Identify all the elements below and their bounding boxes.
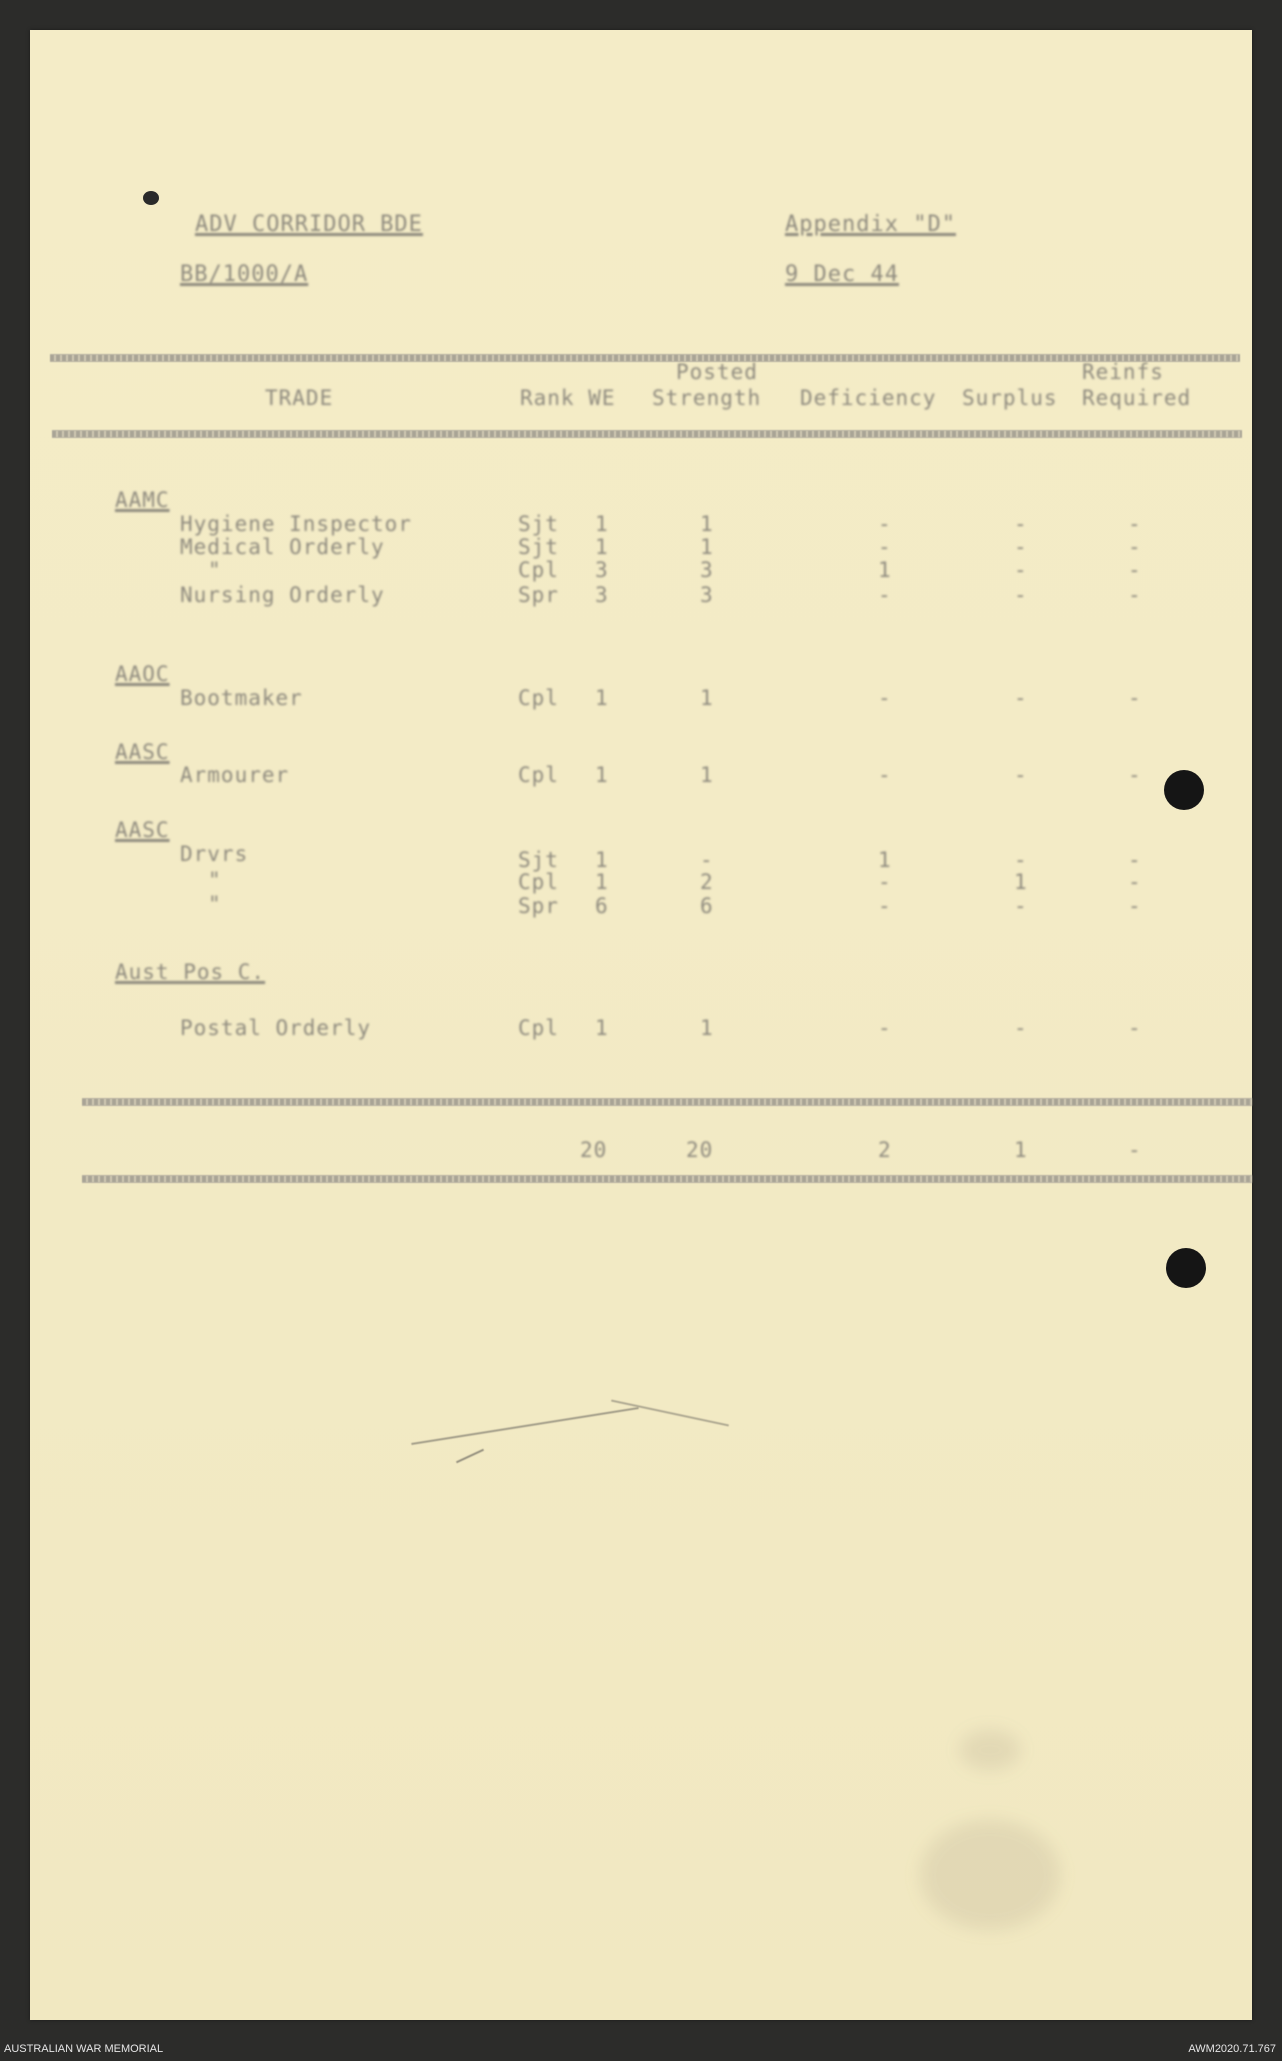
reference-line: BB/1000/A xyxy=(180,262,309,287)
col-trade: TRADE xyxy=(265,386,334,410)
col-reinfs-2: Required xyxy=(1082,386,1192,410)
ink-blot xyxy=(143,191,159,205)
col-reinfs-1: Reinfs xyxy=(1082,360,1164,384)
appendix-line: Appendix "D" xyxy=(785,212,956,237)
group-label: AASC xyxy=(115,740,170,764)
document-page: ADV CORRIDOR BDE BB/1000/A Appendix "D" 9 Dec 44 TRADE Rank WE Posted Strength Deficiency Surplus Reinfs Required AAMC Hygiene Inspector Sjt 1 1 - - - Medical Orderly Sjt 1 1 - - - " Cpl 3 3 1 - - Nursing Orderly Spr 3 3 - - - AAOC Bootmaker Cpl 1 1 - - - AASC Armourer Cpl 1 1 - - - AASC Drvrs Sjt 1 - 1 - - " Cpl 1 2 - 1 - " Spr 6 6 - - - Aust Pos C. Postal Orderly Cpl 1 1 - - - 20 20 2 1 - xyxy=(30,30,1252,2020)
col-deficiency: Deficiency xyxy=(800,386,937,410)
footer-left: AUSTRALIAN WAR MEMORIAL xyxy=(4,2043,164,2055)
col-rank-we: Rank WE xyxy=(520,386,616,410)
pencil-mark xyxy=(611,1400,729,1427)
date-line: 9 Dec 44 xyxy=(785,262,899,287)
col-posted-1: Posted xyxy=(676,360,758,384)
group-label: Aust Pos C. xyxy=(115,960,266,984)
header-rule-bottom xyxy=(52,430,1242,438)
punch-hole xyxy=(1164,770,1204,810)
totals-rule-top xyxy=(82,1098,1252,1106)
group-label: AAMC xyxy=(115,488,170,512)
group-label: AASC xyxy=(115,818,170,842)
pencil-mark xyxy=(411,1407,638,1445)
stain xyxy=(920,1820,1060,1930)
col-posted-2: Strength xyxy=(652,386,762,410)
punch-hole xyxy=(1166,1248,1206,1288)
group-label: AAOC xyxy=(115,662,170,686)
totals-rule-bottom xyxy=(82,1175,1252,1183)
footer-right: AWM2020.71.767 xyxy=(1188,2043,1276,2055)
pencil-mark xyxy=(456,1449,484,1463)
header-rule-top xyxy=(50,354,1240,362)
stain xyxy=(960,1730,1020,1770)
unit-line: ADV CORRIDOR BDE xyxy=(195,212,423,237)
col-surplus: Surplus xyxy=(962,386,1058,410)
